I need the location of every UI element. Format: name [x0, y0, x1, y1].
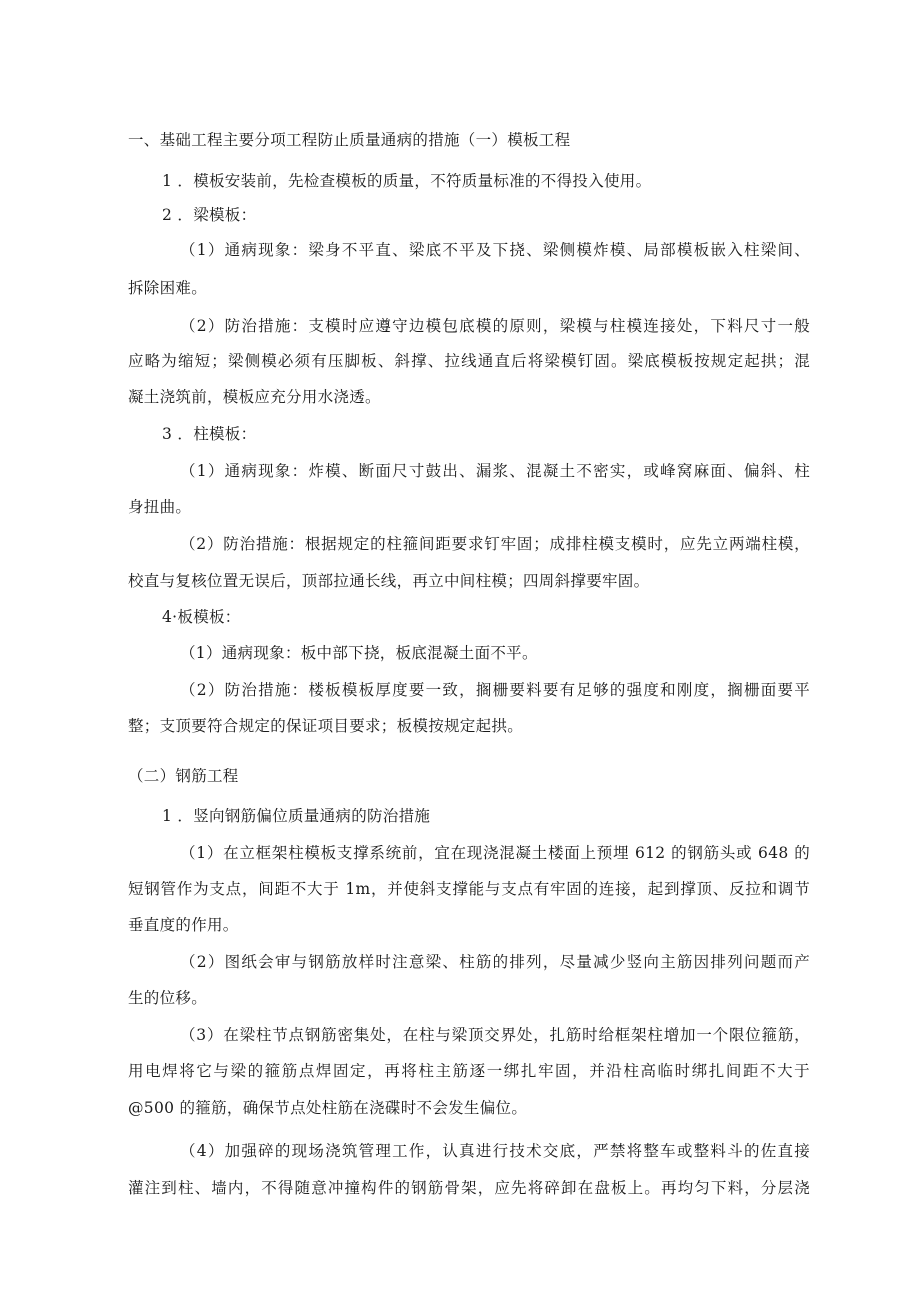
column-defect-line-2: 身扭曲。	[128, 498, 192, 516]
slab-defect-line: （1）通病现象：板中部下挠，板底混凝土面不平。	[180, 644, 538, 662]
beam-measure-line-2: 应略为缩短；梁侧模必须有压脚板、斜撑、拉线通直后将梁模钉固。梁底模板按规定起拱；混	[128, 352, 810, 370]
rebar-p3-line-1: （3）在梁柱节点钢筋密集处，在柱与梁顶交界处，扎筋时给框架柱增加一个限位箍筋，	[180, 1026, 810, 1044]
beam-measure-line-3: 凝土浇筑前，模板应充分用水浇透。	[128, 388, 381, 406]
formwork-item-1: 1 ．模板安装前，先检查模板的质量，不符质量标准的不得投入使用。	[162, 172, 652, 190]
rebar-p4-line-2: 灌注到柱、墙内，不得随意冲撞构件的钢筋骨架，应先将碎卸在盘板上。再均匀下料，分层浇	[128, 1179, 810, 1197]
column-defect-line-1: （1）通病现象：炸模、断面尺寸鼓出、漏浆、混凝土不密实，或峰窝麻面、偏斜、柱	[180, 462, 810, 480]
beam-measure-line-1: （2）防治措施：支模时应遵守边模包底模的原则，梁模与柱模连接处，下料尺寸一般	[180, 317, 810, 335]
rebar-p4-line-1: （4）加强碎的现场浇筑管理工作，认真进行技术交底，严禁将整车或整料斗的佐直接	[180, 1142, 810, 1160]
section-heading: 一、基础工程主要分项工程防止质量通病的措施（一）模板工程	[128, 131, 571, 149]
slab-measure-line-2: 整；支顶要符合规定的保证项目要求；板模按规定起拱。	[128, 717, 524, 735]
slab-measure-line-1: （2）防治措施：楼板模板厚度要一致，搁栅要料要有足够的强度和刚度，搁栅面要平	[180, 681, 810, 699]
rebar-p3-line-3: @500 的箍筋，确保节点处柱筋在浇碟时不会发生偏位。	[128, 1099, 528, 1117]
beam-defect-line-1: （1）通病现象：梁身不平直、梁底不平及下挠、梁侧模炸模、局部模板嵌入柱梁间、	[180, 241, 810, 259]
formwork-item-3-title: 3 ．柱模板：	[162, 425, 257, 443]
rebar-item-1-title: 1 ．竖向钢筋偏位质量通病的防治措施	[162, 807, 431, 825]
column-measure-line-1: （2）防治措施：根据规定的柱箍间距要求钉牢固；成排柱模支模时，应先立两端柱模，	[180, 535, 810, 553]
rebar-p1-line-2: 短钢管作为支点，间距不大于 1m，并使斜支撑能与支点有牢固的连接，起到撑顶、反拉和调节	[128, 880, 810, 898]
rebar-section-heading: （二）钢筋工程	[128, 767, 239, 785]
rebar-p2-line-2: 生的位移。	[128, 989, 208, 1007]
rebar-p1-line-3: 垂直度的作用。	[128, 916, 239, 934]
rebar-p2-line-1: （2）图纸会审与钢筋放样时注意梁、柱筋的排列，尽量减少竖向主筋因排列问题而产	[180, 953, 810, 971]
beam-defect-line-2: 拆除困难。	[128, 279, 208, 297]
formwork-item-2-title: 2 ．梁模板：	[162, 206, 257, 224]
rebar-p3-line-2: 用电焊将它与梁的箍筋点焊固定，再将柱主筋逐一绑扎牢固，并沿柱高临时绑扎间距不大于	[128, 1062, 810, 1080]
formwork-item-4-title: 4·板模板：	[162, 608, 241, 626]
column-measure-line-2: 校直与复核位置无误后，顶部拉通长线，再立中间柱模；四周斜撑要牢固。	[128, 572, 650, 590]
rebar-p1-line-1: （1）在立框架柱模板支撑系统前，宜在现浇混凝土楼面上预埋 612 的钢筋头或 648 的	[180, 844, 810, 862]
